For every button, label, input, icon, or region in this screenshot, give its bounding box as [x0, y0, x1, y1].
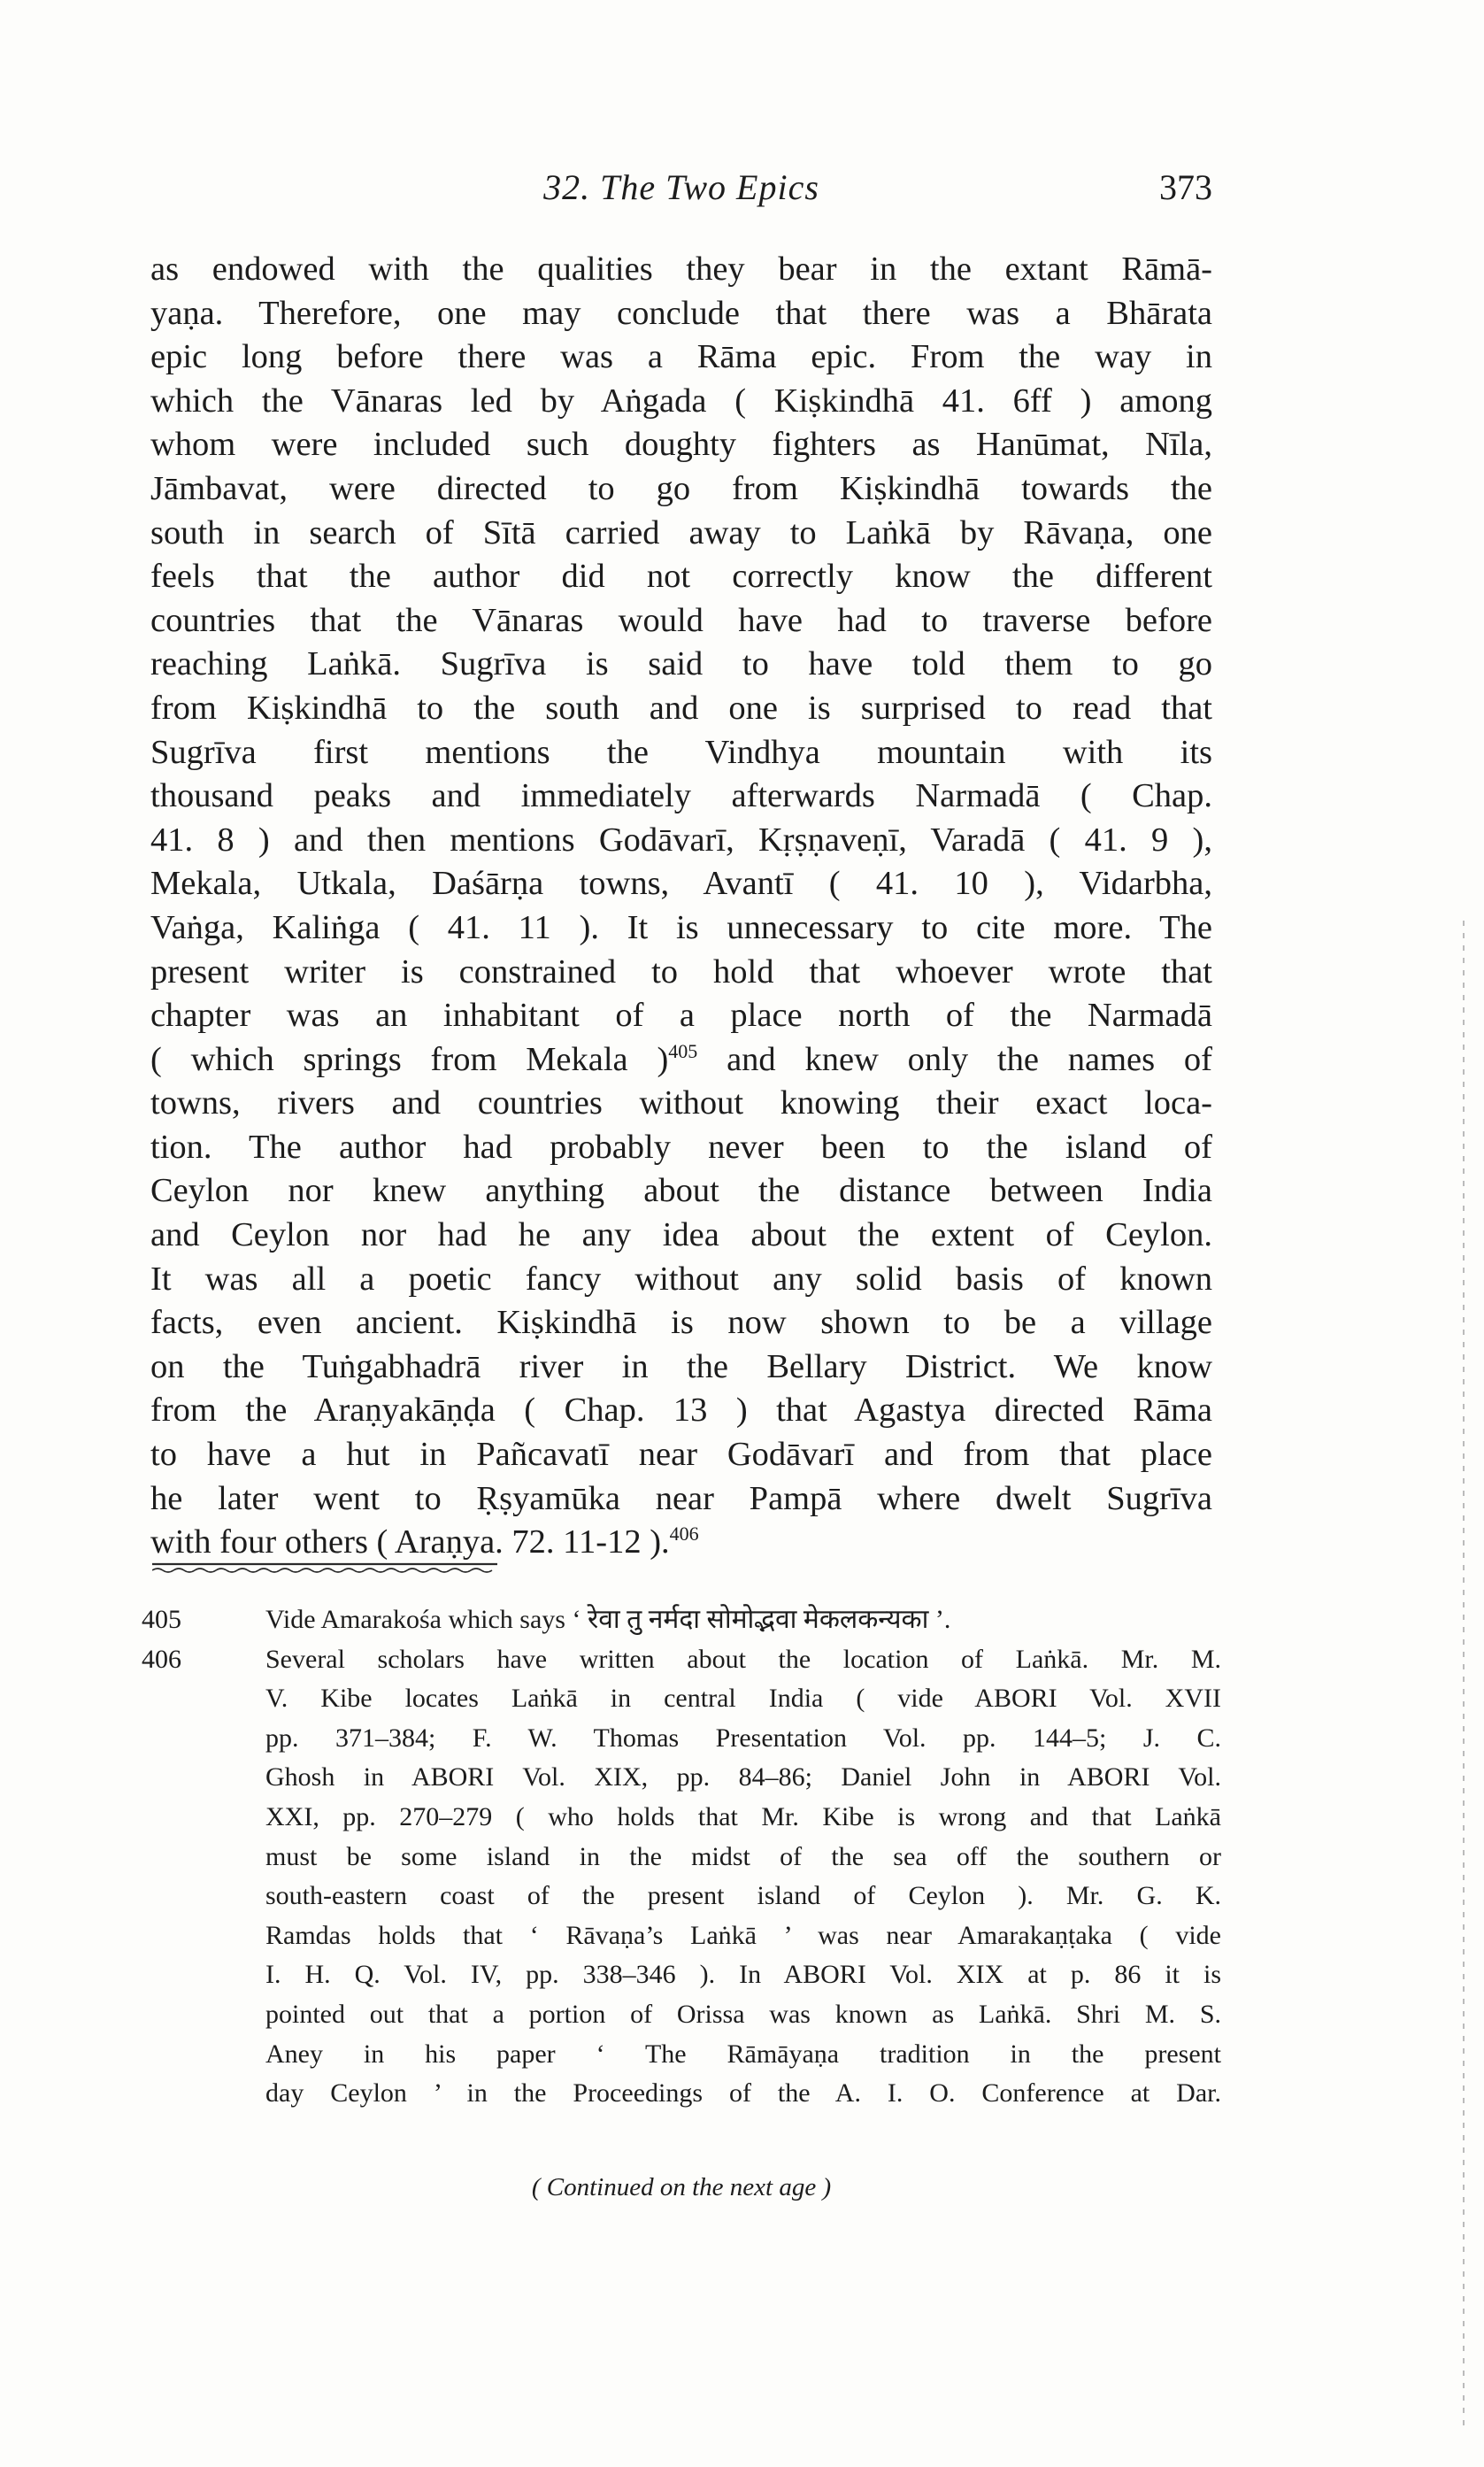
text-line: tion. The author had probably never been to the island of	[150, 1128, 1212, 1166]
footnote-line: Several scholars have written about the location of Laṅkā. Mr. M.	[265, 1644, 1221, 1674]
scan-edge-mark	[1463, 921, 1465, 2425]
continued-note: ( Continued on the next age )	[531, 2173, 832, 2201]
page-number: 373	[1159, 167, 1212, 207]
text-line: Ceylon nor knew anything about the distance between India	[150, 1172, 1212, 1210]
running-title: 32. The Two Epics	[543, 167, 819, 207]
footnote-line: south-eastern coast of the present island of Ceylon ). Mr. G. K.	[265, 1881, 1221, 1911]
footnote-405	[142, 1600, 1221, 1640]
footnote-text	[265, 1640, 1221, 2114]
text-line: Jāmbavat, were directed to go from Kiṣkindhā towards the	[150, 469, 1212, 507]
text-line: Sugrīva first mentions the Vindhya mountain with its	[150, 733, 1212, 771]
text-line: epic long before there was a Rāma epic. From the way in	[150, 338, 1212, 376]
footnote-line: Ramdas holds that ‘ Rāvaṇa’s Laṅkā ’ was near Amarakaṇṭaka ( vide	[265, 1920, 1221, 1950]
text-line: facts, even ancient. Kiṣkindhā is now shown to be a village	[150, 1304, 1212, 1342]
text-line: reaching Laṅkā. Sugrīva is said to have told them to go	[150, 645, 1212, 683]
text-line: he later went to Ṛṣyamūka near Pampā where dwelt Sugrīva	[150, 1479, 1212, 1517]
footnotes	[142, 1600, 1221, 2114]
footnote-line: pointed out that a portion of Orissa was known as Laṅkā. Shri M. S.	[265, 1999, 1221, 2029]
footnote-number: 406	[142, 1644, 181, 1674]
footnote-number: 405	[142, 1605, 181, 1634]
text-line: towns, rivers and countries without knowing their exact loca-	[150, 1084, 1212, 1122]
text-segment: ( which springs from Mekala )	[150, 1040, 669, 1078]
text-line: from the Araṇyakāṇḍa ( Chap. 13 ) that Agastya directed Rāma	[150, 1392, 1212, 1430]
footnote-line: XXI, pp. 270–279 ( who holds that Mr. Kibe is wrong and that Laṅkā	[265, 1801, 1221, 1831]
text-line: to have a hut in Pañcavatī near Godāvarī and from that place	[150, 1436, 1212, 1474]
text-line: countries that the Vānaras would have had to traverse before	[150, 601, 1212, 639]
main-text	[150, 248, 1212, 1565]
text-line: and Ceylon nor had he any idea about the extent of Ceylon.	[150, 1216, 1212, 1254]
footnote-line: day Ceylon ’ in the Proceedings of the A. I. O. Conference at Dar.	[265, 2078, 1221, 2109]
page-header	[150, 159, 1212, 221]
text-line: south in search of Sītā carried away to Laṅkā by Rāvaṇa, one	[150, 513, 1212, 551]
text-line: present writer is constrained to hold that whoever wrote that	[150, 952, 1212, 991]
text-line: on the Tuṅgabhadrā river in the Bellary District. We know	[150, 1347, 1212, 1385]
footnote-406	[142, 1640, 1221, 2114]
footnote-line: pp. 371–384; F. W. Thomas Presentation Vol. pp. 144–5; J. C.	[265, 1723, 1221, 1753]
footnote-ref-405[interactable]: 405	[668, 1039, 698, 1062]
text-segment: with four others ( Araṇya. 72. 11-12 ).	[150, 1523, 670, 1561]
footnote-line: Vide Amarakośa which says ‘ रेवा तु नर्मदा सोमोद्भवा मेकलकन्यका ’.	[265, 1605, 951, 1634]
footnote-text	[265, 1600, 1221, 1640]
text-line: which the Vānaras led by Aṅgada ( Kiṣkindhā 41. 6ff ) among	[150, 382, 1212, 420]
text-line: yaṇa. Therefore, one may conclude that there was a Bhārata	[150, 294, 1212, 332]
text-segment: and knew only the names of	[697, 1040, 1213, 1078]
text-line: Mekala, Utkala, Daśārṇa towns, Avantī ( 41. 10 ), Vidarbha,	[150, 865, 1212, 903]
text-line-with-footnote-406	[150, 1521, 1212, 1565]
text-line-with-footnote-405	[150, 1038, 1212, 1083]
footnote-line: Ghosh in ABORI Vol. XIX, pp. 84–86; Daniel John in ABORI Vol.	[265, 1762, 1221, 1792]
text-line: chapter was an inhabitant of a place north of the Narmadā	[150, 997, 1212, 1035]
footnote-line: must be some island in the midst of the sea off the southern or	[265, 1841, 1221, 1871]
footnote-line: I. H. Q. Vol. IV, pp. 338–346 ). In ABORI Vol. XIX at p. 86 it is	[265, 1960, 1221, 1990]
text-line: whom were included such doughty fighters as Hanūmat, Nīla,	[150, 426, 1212, 464]
text-line: Vaṅga, Kaliṅga ( 41. 11 ). It is unnecessary to cite more. The	[150, 908, 1212, 946]
footnote-ref-406[interactable]: 406	[669, 1523, 699, 1546]
footnote-line: Aney in his paper ‘ The Rāmāyaṇa tradition in the present	[265, 2039, 1221, 2069]
text-line: It was all a poetic fancy without any solid basis of known	[150, 1260, 1212, 1298]
text-line: from Kiṣkindhā to the south and one is surprised to read that	[150, 689, 1212, 727]
text-line: thousand peaks and immediately afterwards Narmadā ( Chap.	[150, 777, 1212, 815]
text-line: feels that the author did not correctly know the different	[150, 558, 1212, 596]
footnote-line: V. Kibe locates Laṅkā in central India ( vide ABORI Vol. XVII	[265, 1684, 1221, 1714]
footnote-divider	[152, 1561, 497, 1574]
text-line: 41. 8 ) and then mentions Godāvarī, Kṛṣṇaveṇī, Varadā ( 41. 9 ),	[150, 821, 1212, 859]
text-line: as endowed with the qualities they bear in the extant Rāmā-	[150, 251, 1212, 288]
